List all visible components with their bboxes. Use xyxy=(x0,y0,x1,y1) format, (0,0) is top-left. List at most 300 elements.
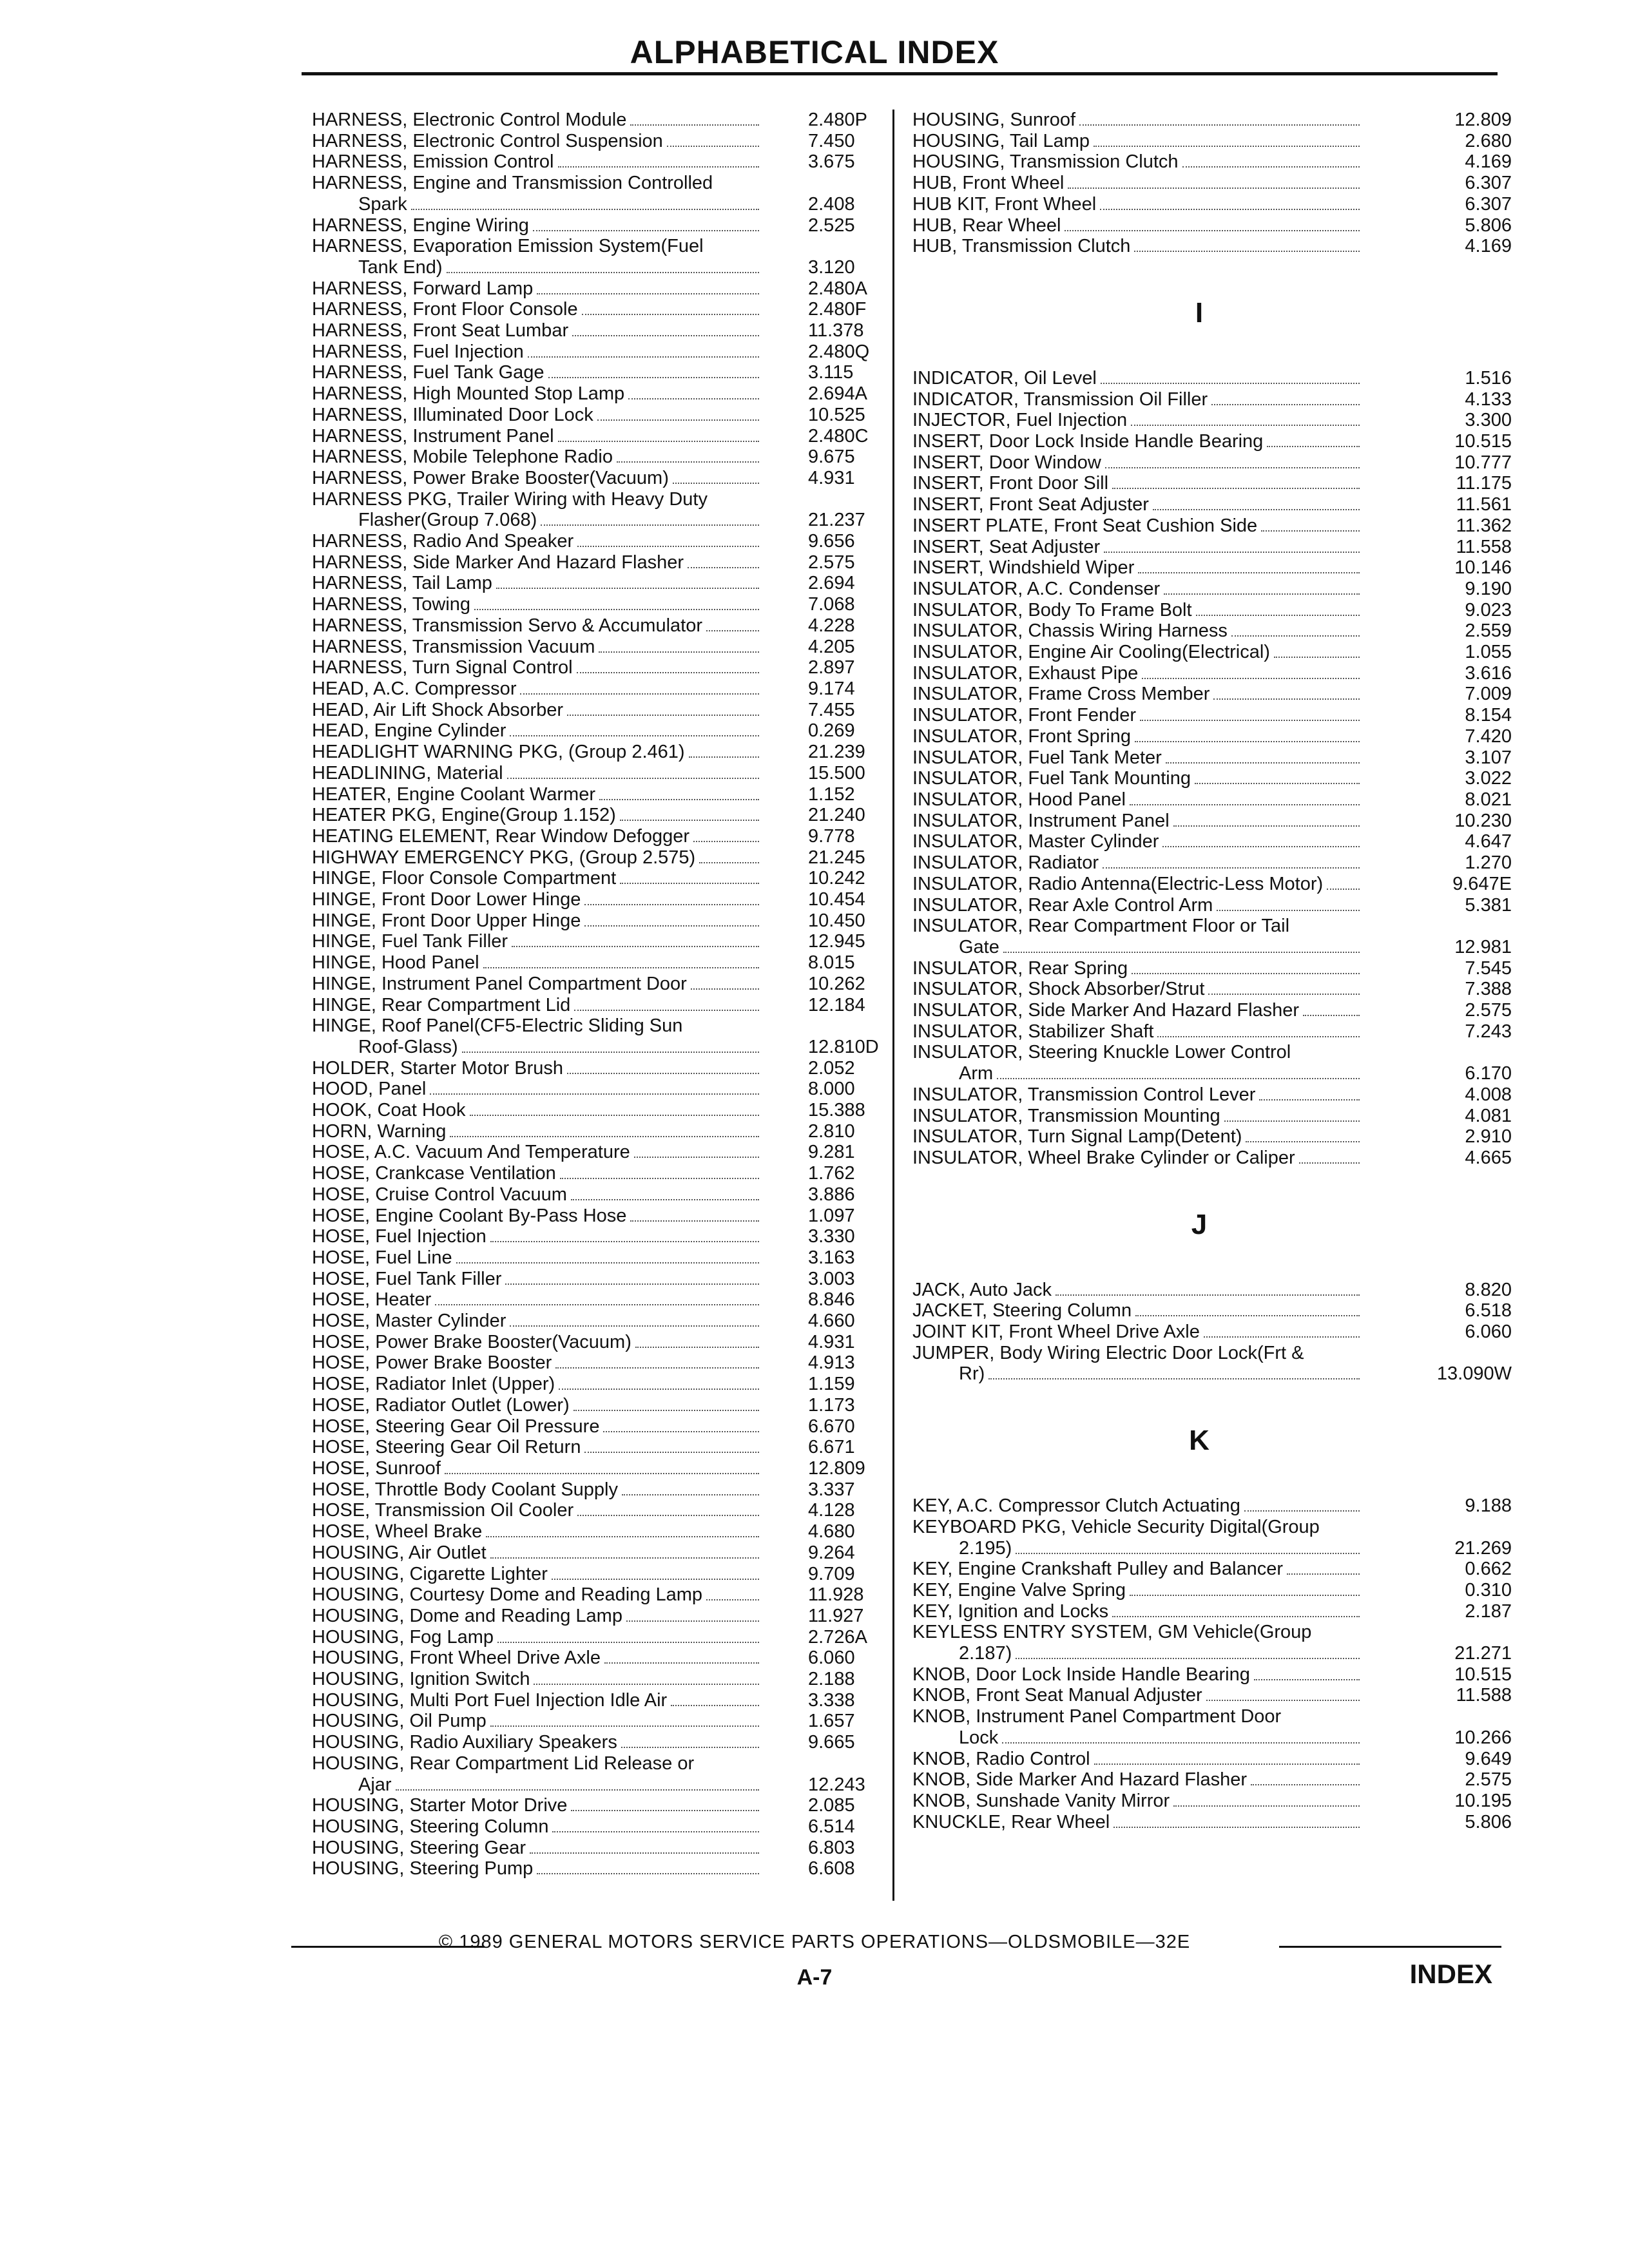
index-entry xyxy=(312,657,892,678)
entry-label: HARNESS, Evaporation Emission System(Fuel xyxy=(312,236,704,257)
dot-leader xyxy=(1132,973,1360,974)
dot-leader xyxy=(533,230,759,231)
index-entry xyxy=(912,1106,1512,1127)
entry-label: HOUSING, Cigarette Lighter xyxy=(312,1563,548,1584)
left-index-column xyxy=(312,110,892,1879)
index-entry xyxy=(312,1184,892,1206)
entry-label: HOSE, Fuel Line xyxy=(312,1247,452,1268)
entry-reference-number: 3.330 xyxy=(808,1226,855,1247)
dot-leader xyxy=(520,693,759,695)
entry-label: INSULATOR, Fuel Tank Mounting xyxy=(912,768,1191,789)
entry-reference-number: 5.806 xyxy=(1465,1811,1512,1832)
entry-label: HEATER PKG, Engine(Group 1.152) xyxy=(312,805,616,826)
entry-label: HOUSING, Sunroof xyxy=(912,110,1076,130)
entry-reference-number: 9.656 xyxy=(808,531,855,552)
entry-reference-number: 11.928 xyxy=(808,1584,864,1606)
dot-leader xyxy=(1287,1573,1360,1575)
entry-reference-number: 2.187 xyxy=(1465,1600,1512,1622)
entry-label: HARNESS, Illuminated Door Lock xyxy=(312,404,593,425)
dot-leader xyxy=(1204,1336,1360,1338)
index-entry xyxy=(312,1690,892,1711)
dot-leader xyxy=(667,146,759,147)
index-entry xyxy=(312,1479,892,1501)
entry-reference-number: 0.269 xyxy=(808,720,855,742)
entry-reference-number: 21.239 xyxy=(808,742,865,763)
dot-leader xyxy=(548,377,759,378)
entry-reference-number: 11.378 xyxy=(808,320,864,341)
index-entry xyxy=(312,320,892,341)
entry-label: HOUSING, Steering Pump xyxy=(312,1858,534,1879)
index-entry xyxy=(912,874,1512,895)
entry-label-continued: Tank End) xyxy=(358,256,443,278)
dot-leader xyxy=(621,1747,759,1748)
index-entry xyxy=(312,1163,892,1184)
index-entry xyxy=(912,131,1512,152)
dot-leader xyxy=(1112,1616,1360,1617)
dot-leader xyxy=(626,1620,759,1622)
entry-reference-number: 10.195 xyxy=(1454,1791,1512,1811)
index-entry xyxy=(912,1559,1512,1580)
dot-leader xyxy=(1244,1510,1360,1512)
entry-label: HARNESS PKG, Trailer Wiring with Heavy Duty xyxy=(312,488,708,510)
dot-leader xyxy=(988,1378,1360,1379)
dot-leader xyxy=(558,166,760,168)
entry-reference-number: 15.388 xyxy=(808,1100,865,1121)
dot-leader xyxy=(430,1093,759,1095)
entry-label: HARNESS, Engine Wiring xyxy=(312,215,529,236)
entry-label: HORN, Warning xyxy=(312,1120,447,1142)
entry-reference-number: 8.015 xyxy=(808,952,855,974)
entry-label: KNOB, Door Lock Inside Handle Bearing xyxy=(912,1664,1250,1685)
index-entry xyxy=(912,768,1512,789)
index-entry xyxy=(312,299,892,320)
entry-reference-number: 1.152 xyxy=(808,783,855,805)
entry-reference-number: 6.803 xyxy=(808,1837,855,1858)
entry-label: INSULATOR, Instrument Panel xyxy=(912,810,1170,831)
entry-reference-number: 6.170 xyxy=(1465,1063,1512,1084)
entry-label: INSERT, Windshield Wiper xyxy=(912,557,1135,579)
dot-leader xyxy=(1138,572,1360,573)
entry-label: HARNESS, High Mounted Stop Lamp xyxy=(312,383,625,405)
entry-label: HARNESS, Mobile Telephone Radio xyxy=(312,447,613,468)
entry-reference-number: 2.910 xyxy=(1465,1126,1512,1148)
entry-label: INSULATOR, Rear Spring xyxy=(912,957,1128,979)
index-entry xyxy=(312,700,892,721)
index-entry xyxy=(912,916,1512,957)
entry-label: INSULATOR, Steering Knuckle Lower Control xyxy=(912,1042,1291,1063)
index-entry xyxy=(312,131,892,152)
dot-leader xyxy=(1196,615,1360,616)
index-entry xyxy=(312,1437,892,1458)
dot-leader xyxy=(622,1494,759,1495)
entry-label: HOSE, Steering Gear Oil Return xyxy=(312,1437,581,1458)
entry-label: INSULATOR, Hood Panel xyxy=(912,789,1126,810)
index-entry xyxy=(912,684,1512,705)
entry-label: HOSE, Cruise Control Vacuum xyxy=(312,1184,567,1205)
dot-leader xyxy=(490,1241,759,1242)
index-entry xyxy=(312,278,892,300)
entry-label: HARNESS, Front Seat Lumbar xyxy=(312,320,569,341)
index-entry xyxy=(912,600,1512,621)
entry-reference-number: 3.338 xyxy=(808,1689,855,1711)
index-entry xyxy=(312,1206,892,1227)
dot-leader xyxy=(673,483,759,484)
dot-leader xyxy=(552,1831,759,1832)
dot-leader xyxy=(1002,1742,1360,1744)
index-entry xyxy=(912,1042,1512,1084)
index-entry xyxy=(312,468,892,489)
entry-label-continued: 2.195) xyxy=(959,1537,1012,1559)
index-entry xyxy=(312,868,892,889)
entry-label: HARNESS, Fuel Injection xyxy=(312,341,524,362)
entry-label: HARNESS, Power Brake Booster(Vacuum) xyxy=(312,467,669,488)
index-entry xyxy=(912,1812,1512,1833)
index-entry xyxy=(912,579,1512,600)
entry-reference-number: 4.008 xyxy=(1465,1084,1512,1105)
entry-reference-number: 2.480C xyxy=(808,425,869,447)
entry-label: HOLDER, Starter Motor Brush xyxy=(312,1057,563,1079)
entry-reference-number: 6.518 xyxy=(1465,1300,1512,1321)
entry-label: HUB, Rear Wheel xyxy=(912,215,1061,236)
index-entry xyxy=(912,1622,1512,1664)
index-entry xyxy=(312,489,892,531)
index-entry xyxy=(312,1606,892,1627)
entry-reference-number: 7.068 xyxy=(808,594,855,615)
index-entry xyxy=(912,1749,1512,1770)
index-entry xyxy=(312,1500,892,1521)
entry-label: HARNESS, Fuel Tank Gage xyxy=(312,362,545,383)
dot-leader xyxy=(555,1367,759,1369)
dot-leader xyxy=(411,209,759,210)
dot-leader xyxy=(1003,952,1360,953)
index-entry xyxy=(312,1289,892,1311)
entry-label-continued: Flasher(Group 7.068) xyxy=(358,510,537,531)
entry-label: HOUSING, Tail Lamp xyxy=(912,130,1090,151)
dot-leader xyxy=(691,988,759,990)
dot-leader xyxy=(1130,1595,1360,1596)
dot-leader xyxy=(597,419,759,421)
dot-leader xyxy=(486,1536,759,1537)
dot-leader xyxy=(1327,889,1360,890)
entry-label: HOSE, Power Brake Booster xyxy=(312,1352,552,1374)
entry-label: INSULATOR, Rear Axle Control Arm xyxy=(912,894,1213,916)
index-entry xyxy=(312,341,892,363)
entry-label: HOUSING, Multi Port Fuel Injection Idle Air xyxy=(312,1689,668,1711)
entry-reference-number: 9.649 xyxy=(1465,1748,1512,1769)
entry-label: HOUSING, Dome and Reading Lamp xyxy=(312,1605,622,1626)
index-entry xyxy=(912,663,1512,684)
entry-label: HOSE, Radiator Outlet (Lower) xyxy=(312,1394,570,1416)
entry-reference-number: 4.228 xyxy=(808,615,855,636)
entry-label: KNOB, Instrument Panel Compartment Door xyxy=(912,1706,1282,1727)
entry-label: HARNESS, Transmission Servo & Accumulator xyxy=(312,615,702,636)
index-entry xyxy=(312,1816,892,1838)
dot-leader xyxy=(1157,1036,1360,1037)
dot-leader xyxy=(1079,124,1360,126)
entry-label: HOSE, Crankcase Ventilation xyxy=(312,1163,556,1184)
entry-reference-number: 4.128 xyxy=(808,1500,855,1521)
entry-label: HINGE, Front Door Lower Hinge xyxy=(312,889,581,910)
index-entry xyxy=(312,995,892,1016)
dot-leader xyxy=(456,1262,759,1264)
dot-leader xyxy=(1259,1099,1360,1100)
index-entry xyxy=(912,368,1512,389)
index-entry xyxy=(312,742,892,763)
entry-label: HOSE, Transmission Oil Cooler xyxy=(312,1500,574,1521)
index-entry xyxy=(912,1685,1512,1706)
entry-reference-number: 11.362 xyxy=(1456,515,1512,536)
dot-leader xyxy=(1164,593,1360,595)
entry-reference-number: 4.931 xyxy=(808,467,855,488)
dot-leader xyxy=(1299,1162,1360,1164)
dot-leader xyxy=(584,1452,759,1453)
dot-leader xyxy=(688,567,759,568)
entry-reference-number: 7.388 xyxy=(1465,979,1512,1000)
entry-reference-number: 8.021 xyxy=(1465,789,1512,810)
entry-label-continued: 2.187) xyxy=(959,1643,1012,1664)
entry-reference-number: 7.545 xyxy=(1465,957,1512,979)
index-entry xyxy=(912,173,1512,194)
dot-leader xyxy=(435,1304,759,1305)
entry-label: HOSE, Steering Gear Oil Pressure xyxy=(312,1416,600,1437)
entry-label: HOUSING, Starter Motor Drive xyxy=(312,1795,568,1816)
entry-label: HINGE, Roof Panel(CF5-Electric Sliding Sun xyxy=(312,1015,683,1037)
entry-reference-number: 8.000 xyxy=(808,1079,855,1100)
entry-reference-number: 3.107 xyxy=(1465,747,1512,768)
entry-reference-number: 1.270 xyxy=(1465,852,1512,874)
dot-leader xyxy=(1166,762,1360,764)
dot-leader xyxy=(1173,1805,1360,1807)
dot-leader xyxy=(462,1052,759,1053)
entry-reference-number: 1.055 xyxy=(1465,642,1512,663)
dot-leader xyxy=(470,1115,759,1116)
entry-label: INSULATOR, Radiator xyxy=(912,852,1099,874)
dot-leader xyxy=(1211,404,1360,405)
dot-leader xyxy=(1213,698,1360,700)
page-title: ALPHABETICAL INDEX xyxy=(630,34,999,70)
dot-leader xyxy=(1068,187,1360,189)
entry-label: INSULATOR, Master Cylinder xyxy=(912,831,1159,852)
section-letter-heading: I xyxy=(1195,296,1204,329)
entry-reference-number: 3.022 xyxy=(1465,768,1512,789)
dot-leader xyxy=(510,1325,759,1327)
index-entry xyxy=(912,494,1512,515)
index-entry xyxy=(312,1521,892,1542)
index-entry xyxy=(312,1269,892,1290)
entry-reference-number: 7.420 xyxy=(1465,726,1512,747)
entry-reference-number: 5.381 xyxy=(1465,894,1512,916)
entry-label: KEY, Engine Crankshaft Pulley and Balancer xyxy=(912,1559,1283,1580)
entry-reference-number: 2.480F xyxy=(808,299,867,320)
entry-reference-number: 2.897 xyxy=(808,657,855,678)
index-entry xyxy=(312,1121,892,1142)
entry-label: HOUSING, Fog Lamp xyxy=(312,1626,494,1648)
dot-leader xyxy=(572,335,759,336)
dot-leader xyxy=(630,1220,759,1222)
index-entry xyxy=(312,678,892,700)
entry-reference-number: 6.608 xyxy=(808,1858,855,1879)
dot-leader xyxy=(490,1557,759,1559)
entry-label: INSULATOR, Side Marker And Hazard Flasher xyxy=(912,1000,1300,1021)
entry-reference-number: 8.820 xyxy=(1465,1279,1512,1300)
entry-label: INSULATOR, Shock Absorber/Strut xyxy=(912,979,1205,1000)
entry-label: HARNESS, Radio And Speaker xyxy=(312,531,574,552)
entry-label: HOUSING, Courtesy Dome and Reading Lamp xyxy=(312,1584,703,1606)
entry-label: INDICATOR, Oil Level xyxy=(912,367,1097,389)
dot-leader xyxy=(584,904,759,905)
index-entry xyxy=(912,747,1512,769)
entry-reference-number: 3.163 xyxy=(808,1247,855,1268)
dot-leader xyxy=(1208,994,1360,995)
entry-label: HOUSING, Radio Auxiliary Speakers xyxy=(312,1732,617,1753)
entry-label: HINGE, Instrument Panel Compartment Door xyxy=(312,973,687,994)
dot-leader xyxy=(552,1579,759,1580)
index-entry xyxy=(912,811,1512,832)
index-entry xyxy=(312,1079,892,1100)
entry-label: HOUSING, Front Wheel Drive Axle xyxy=(312,1648,601,1669)
entry-label: INSULATOR, Frame Cross Member xyxy=(912,684,1210,705)
index-entry xyxy=(312,1247,892,1269)
index-entry xyxy=(312,615,892,637)
entry-label: HOSE, A.C. Vacuum And Temperature xyxy=(312,1142,630,1163)
entry-reference-number: 12.809 xyxy=(808,1458,865,1479)
entry-reference-number: 5.806 xyxy=(1465,215,1512,236)
section-letter-heading: K xyxy=(1189,1425,1210,1457)
entry-reference-number: 2.810 xyxy=(808,1120,855,1142)
dot-leader xyxy=(628,398,759,399)
entry-reference-number: 10.242 xyxy=(808,868,865,889)
title-rule xyxy=(302,72,1498,75)
entry-label: KNUCKLE, Rear Wheel xyxy=(912,1811,1110,1832)
entry-reference-number: 1.173 xyxy=(808,1394,855,1416)
entry-label: HARNESS, Emission Control xyxy=(312,151,554,173)
entry-label: HOSE, Master Cylinder xyxy=(312,1311,506,1332)
index-entry xyxy=(312,1858,892,1879)
entry-reference-number: 2.680 xyxy=(1465,130,1512,151)
entry-reference-number: 4.133 xyxy=(1465,389,1512,410)
index-entry xyxy=(912,1321,1512,1343)
dot-leader xyxy=(571,1810,759,1811)
entry-label: INSERT PLATE, Front Seat Cushion Side xyxy=(912,515,1258,536)
entry-reference-number: 4.169 xyxy=(1465,151,1512,173)
dot-leader xyxy=(603,1431,759,1432)
entry-reference-number: 2.408 xyxy=(808,193,855,215)
entry-reference-number: 12.945 xyxy=(808,931,865,952)
entry-label: INSULATOR, Engine Air Cooling(Electrical) xyxy=(912,642,1270,663)
dot-leader xyxy=(1195,783,1360,784)
index-entry xyxy=(312,889,892,910)
entry-reference-number: 21.271 xyxy=(1454,1643,1512,1664)
entry-reference-number: 10.230 xyxy=(1454,810,1512,831)
entry-reference-number: 9.281 xyxy=(808,1142,855,1163)
entry-label: JACK, Auto Jack xyxy=(912,1279,1052,1300)
entry-reference-number: 4.665 xyxy=(1465,1147,1512,1168)
dot-leader xyxy=(582,314,759,315)
index-entry xyxy=(912,110,1512,131)
entry-reference-number: 3.337 xyxy=(808,1479,855,1500)
dot-leader xyxy=(1135,1315,1360,1316)
entry-label: JOINT KIT, Front Wheel Drive Axle xyxy=(912,1321,1200,1343)
entry-reference-number: 9.174 xyxy=(808,678,855,699)
entry-reference-number: 8.154 xyxy=(1465,705,1512,726)
dot-leader xyxy=(1251,1784,1360,1785)
index-entry xyxy=(912,1601,1512,1622)
index-entry xyxy=(312,1015,892,1057)
entry-label: HARNESS, Front Floor Console xyxy=(312,299,578,320)
index-entry xyxy=(312,1564,892,1585)
index-entry xyxy=(312,1100,892,1121)
entry-reference-number: 10.515 xyxy=(1454,431,1512,452)
entry-reference-number: 3.003 xyxy=(808,1268,855,1289)
dot-leader xyxy=(1303,1015,1360,1016)
index-entry xyxy=(912,958,1512,979)
entry-label: HOSE, Fuel Injection xyxy=(312,1226,487,1247)
index-entry xyxy=(312,236,892,278)
entry-reference-number: 6.060 xyxy=(808,1648,855,1669)
index-entry xyxy=(912,537,1512,558)
index-entry xyxy=(912,705,1512,726)
entry-reference-number: 3.616 xyxy=(1465,662,1512,684)
dot-leader xyxy=(617,461,759,463)
dot-leader xyxy=(510,735,759,736)
index-entry xyxy=(912,452,1512,474)
dot-leader xyxy=(599,799,759,800)
entry-label: JACKET, Steering Column xyxy=(912,1300,1132,1321)
index-entry xyxy=(312,952,892,974)
footer-copyright: © 1989 GENERAL MOTORS SERVICE PARTS OPERATIONS—OLDSMOBILE—32E xyxy=(438,1932,1191,1952)
entry-label: INSERT, Door Lock Inside Handle Bearing xyxy=(912,431,1264,452)
entry-reference-number: 7.009 xyxy=(1465,684,1512,705)
entry-label: HOUSING, Rear Compartment Lid Release or xyxy=(312,1753,695,1774)
entry-label: KNOB, Front Seat Manual Adjuster xyxy=(912,1685,1202,1706)
entry-label: HEATER, Engine Coolant Warmer xyxy=(312,783,595,805)
entry-label: INSULATOR, Transmission Control Lever xyxy=(912,1084,1256,1105)
entry-label: HOSE, Power Brake Booster(Vacuum) xyxy=(312,1331,631,1352)
entry-reference-number: 4.913 xyxy=(808,1352,855,1374)
entry-label: KEY, Engine Valve Spring xyxy=(912,1579,1126,1600)
index-entry xyxy=(312,763,892,784)
entry-label: KEY, A.C. Compressor Clutch Actuating xyxy=(912,1495,1240,1517)
entry-label: INSULATOR, Fuel Tank Meter xyxy=(912,747,1162,768)
dot-leader xyxy=(1100,209,1360,210)
entry-reference-number: 9.647E xyxy=(1452,873,1512,894)
dot-leader xyxy=(1065,230,1360,231)
dot-leader xyxy=(1217,910,1360,911)
dot-leader xyxy=(577,546,759,547)
index-entry xyxy=(312,151,892,173)
index-entry xyxy=(912,1126,1512,1148)
dot-leader xyxy=(671,1705,759,1706)
entry-label: INSULATOR, Chassis Wiring Harness xyxy=(912,620,1228,642)
entry-label: INSULATOR, Exhaust Pipe xyxy=(912,662,1139,684)
index-entry xyxy=(312,1584,892,1606)
dot-leader xyxy=(706,1599,759,1600)
index-entry xyxy=(912,1021,1512,1043)
entry-reference-number: 4.205 xyxy=(808,636,855,657)
dot-leader xyxy=(1261,530,1360,532)
entry-reference-number: 12.243 xyxy=(808,1774,865,1795)
dot-leader xyxy=(1224,1120,1360,1122)
entry-label: HOOD, Panel xyxy=(312,1079,427,1100)
entry-reference-number: 2.085 xyxy=(808,1795,855,1816)
entry-label-continued: Roof-Glass) xyxy=(358,1036,458,1057)
dot-leader xyxy=(1254,1679,1360,1680)
index-entry xyxy=(912,1769,1512,1791)
entry-label: HARNESS, Instrument Panel xyxy=(312,425,554,447)
entry-label: INSERT, Door Window xyxy=(912,452,1101,473)
dot-leader xyxy=(1130,804,1360,805)
dot-leader xyxy=(528,356,759,358)
